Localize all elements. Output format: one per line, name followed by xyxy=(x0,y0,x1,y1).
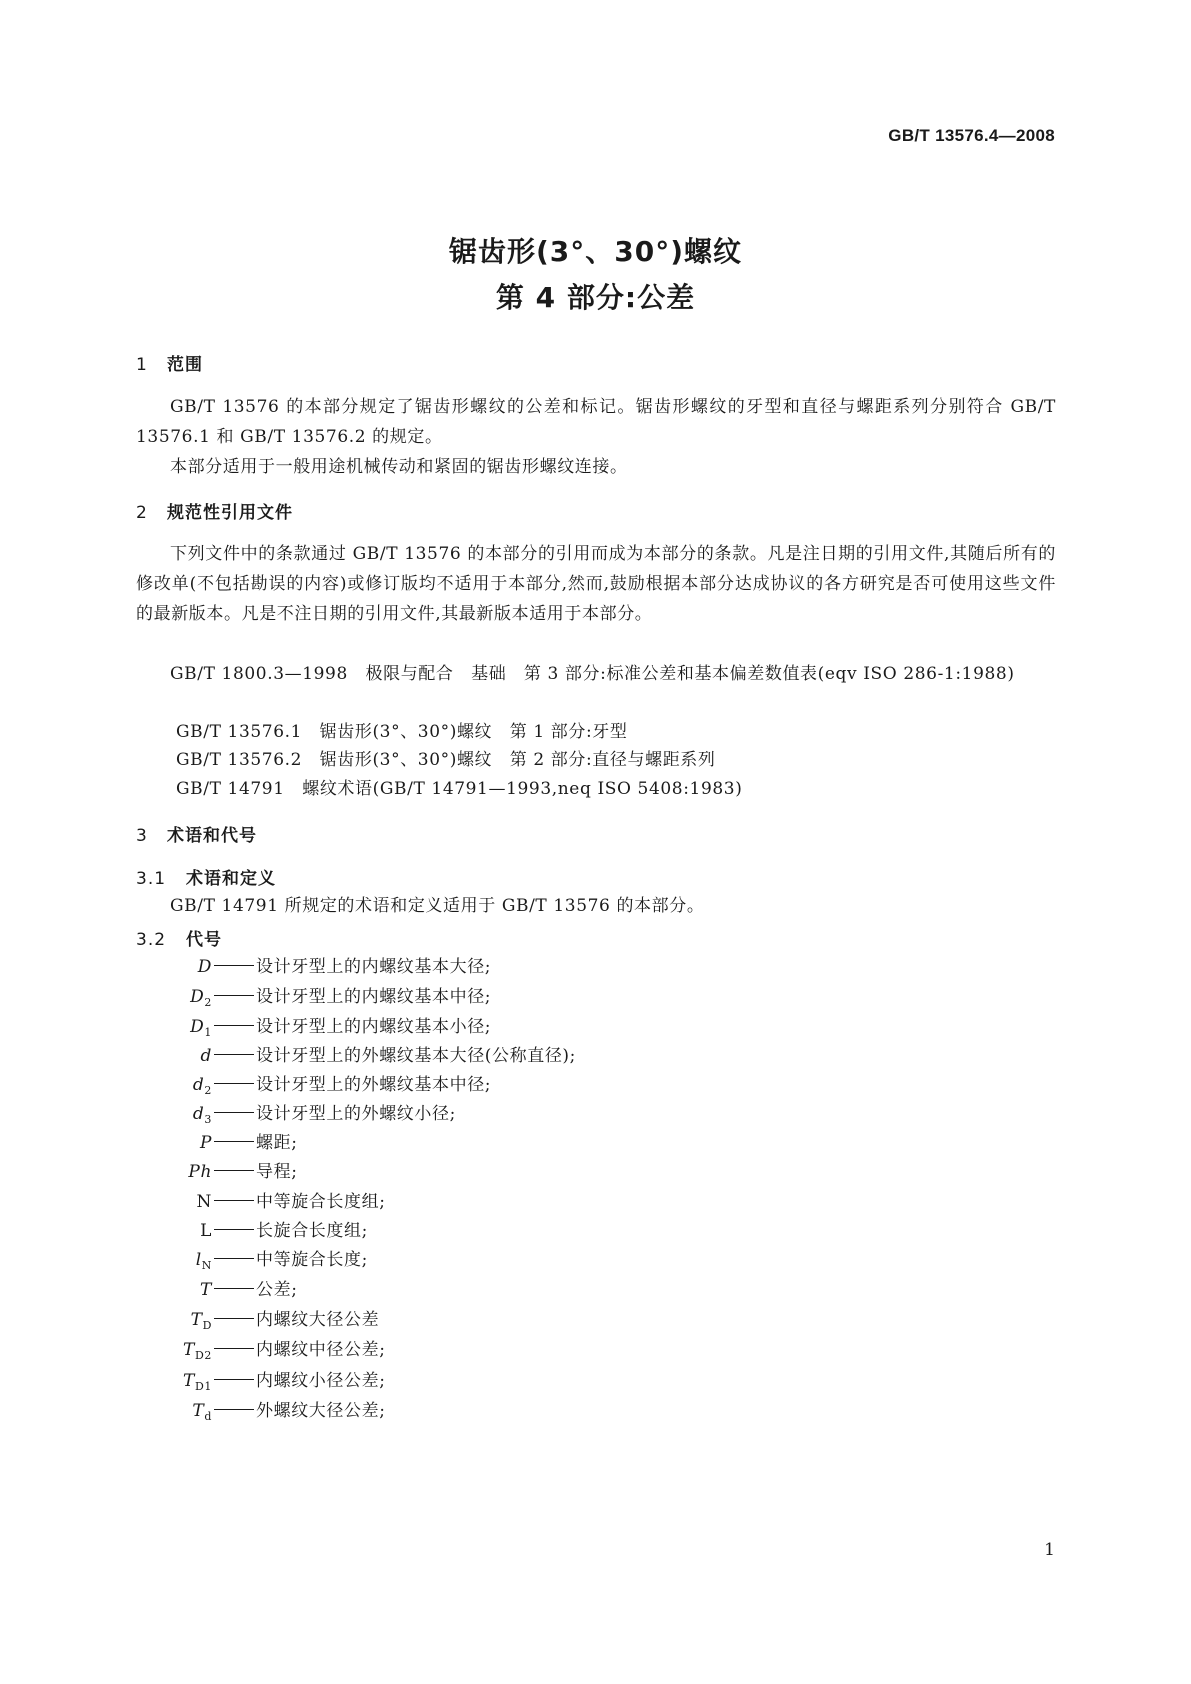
symbol-row xyxy=(136,1157,298,1187)
dash xyxy=(214,1141,254,1142)
reference-item: GB/T 14791 螺纹术语(GB/T 14791—1993,neq ISO 5408:1983) xyxy=(176,779,743,799)
symbol-description: 长旋合长度组; xyxy=(256,1221,368,1241)
symbol-row xyxy=(136,1335,386,1365)
dash xyxy=(214,1348,254,1349)
symbol-description: 公差; xyxy=(256,1280,298,1300)
symbol: $T_D$ xyxy=(190,1310,212,1332)
symbol-description: 设计牙型上的内螺纹基本小径; xyxy=(256,1017,492,1037)
symbol-row xyxy=(136,1366,386,1396)
page-number: 1 xyxy=(1044,1540,1055,1560)
symbol: P xyxy=(199,1133,212,1153)
symbol-row xyxy=(136,1099,456,1129)
subsection-title: 代号 xyxy=(186,930,222,950)
symbol-row xyxy=(136,1012,491,1042)
subsection-3-1-paragraph: GB/T 14791 所规定的术语和定义适用于 GB/T 13576 的本部分。 xyxy=(170,896,705,916)
symbol: $T_{D1}$ xyxy=(183,1371,212,1393)
dash xyxy=(214,965,254,966)
dash xyxy=(214,1200,254,1201)
symbol-row xyxy=(136,1396,386,1426)
dash xyxy=(214,1379,254,1380)
section-number: 2 xyxy=(136,503,148,523)
symbol-description: 内螺纹小径公差; xyxy=(256,1371,386,1391)
symbol-description: 设计牙型上的外螺纹小径; xyxy=(256,1104,456,1124)
section-2-heading xyxy=(136,498,293,523)
reference-item: GB/T 13576.2 锯齿形(3°、30°)螺纹 第 2 部分:直径与螺距系列 xyxy=(176,750,716,770)
dash xyxy=(214,1318,254,1319)
dash xyxy=(214,995,254,996)
dash xyxy=(214,1409,254,1410)
symbol: L xyxy=(200,1221,212,1241)
symbol: $l_N$ xyxy=(195,1250,212,1272)
symbol-row xyxy=(136,1305,379,1335)
dash xyxy=(214,1054,254,1055)
symbol-description: 设计牙型上的内螺纹基本中径; xyxy=(256,987,492,1007)
section-3-heading xyxy=(136,821,257,846)
document-title: 锯齿形(3°、30°)螺纹 xyxy=(448,235,743,268)
section-2-paragraph: 下列文件中的条款通过 GB/T 13576 的本部分的引用而成为本部分的条款。凡是注日期的引用文件,其随后所有的修改单(不包括勘误的内容)或修订版均不适用于本部分,然而,鼓励根据本部分达成协议的各方研究是否可使用这些文件的最新版本。凡是不注日期的引用文件,其最新版本适用于本部分。 xyxy=(136,544,1056,624)
symbol-row xyxy=(136,1275,298,1305)
symbol: d xyxy=(200,1046,212,1066)
symbol-description: 中等旋合长度; xyxy=(256,1250,368,1270)
subsection-3-1-heading xyxy=(136,864,276,889)
section-1-paragraph-2: 本部分适用于一般用途机械传动和紧固的锯齿形螺纹连接。 xyxy=(170,457,628,477)
subsection-number: 3.2 xyxy=(136,930,167,950)
section-1-heading xyxy=(136,350,203,375)
symbol-description: 外螺纹大径公差; xyxy=(256,1401,386,1421)
symbol: Ph xyxy=(188,1162,212,1182)
standard-code: GB/T 13576.4—2008 xyxy=(888,126,1055,145)
dash xyxy=(214,1288,254,1289)
symbol-row xyxy=(136,952,491,982)
reference-item: GB/T 1800.3—1998 极限与配合 基础 第 3 部分:标准公差和基本偏差数值表(eqv ISO 286-1:1988) xyxy=(170,664,1015,684)
symbol: $d_2$ xyxy=(192,1075,212,1097)
symbol-row xyxy=(136,1128,298,1158)
symbol: T xyxy=(200,1280,212,1300)
symbol: $d_3$ xyxy=(192,1104,212,1126)
dash xyxy=(214,1025,254,1026)
symbol-row xyxy=(136,982,491,1012)
symbol-row xyxy=(136,1245,368,1275)
section-number: 3 xyxy=(136,826,148,846)
symbol-description: 内螺纹大径公差 xyxy=(256,1310,380,1330)
dash xyxy=(214,1112,254,1113)
subsection-number: 3.1 xyxy=(136,869,167,889)
symbol-row xyxy=(136,1070,491,1100)
symbol: N xyxy=(196,1192,212,1212)
dash xyxy=(214,1083,254,1084)
document-subtitle: 第 4 部分:公差 xyxy=(495,281,696,314)
symbol: D xyxy=(197,957,212,977)
symbol-description: 设计牙型上的外螺纹基本大径(公称直径); xyxy=(256,1046,576,1066)
subsection-3-2-heading xyxy=(136,925,222,950)
section-number: 1 xyxy=(136,355,148,375)
section-title: 规范性引用文件 xyxy=(167,503,293,523)
symbol: $T_{D2}$ xyxy=(183,1340,212,1362)
symbol-description: 设计牙型上的内螺纹基本大径; xyxy=(256,957,492,977)
symbol-description: 导程; xyxy=(256,1162,298,1182)
subsection-title: 术语和定义 xyxy=(186,869,276,889)
reference-item: GB/T 13576.1 锯齿形(3°、30°)螺纹 第 1 部分:牙型 xyxy=(176,722,628,742)
symbol-row xyxy=(136,1216,368,1246)
dash xyxy=(214,1258,254,1259)
section-title: 范围 xyxy=(167,355,203,375)
symbol-description: 螺距; xyxy=(256,1133,298,1153)
symbol: $D_1$ xyxy=(190,1017,212,1039)
dash xyxy=(214,1170,254,1171)
symbol-description: 内螺纹中径公差; xyxy=(256,1340,386,1360)
symbol: $D_2$ xyxy=(190,987,212,1009)
symbol: $T_d$ xyxy=(192,1401,212,1423)
symbol-row xyxy=(136,1187,386,1217)
section-title: 术语和代号 xyxy=(167,826,257,846)
dash xyxy=(214,1229,254,1230)
symbol-description: 中等旋合长度组; xyxy=(256,1192,386,1212)
section-1-paragraph-1: GB/T 13576 的本部分规定了锯齿形螺纹的公差和标记。锯齿形螺纹的牙型和直径与螺距系列分别符合 GB/T 13576.1 和 GB/T 13576.2 的规定。 xyxy=(136,397,1056,447)
symbol-row xyxy=(136,1041,576,1071)
symbol-description: 设计牙型上的外螺纹基本中径; xyxy=(256,1075,492,1095)
